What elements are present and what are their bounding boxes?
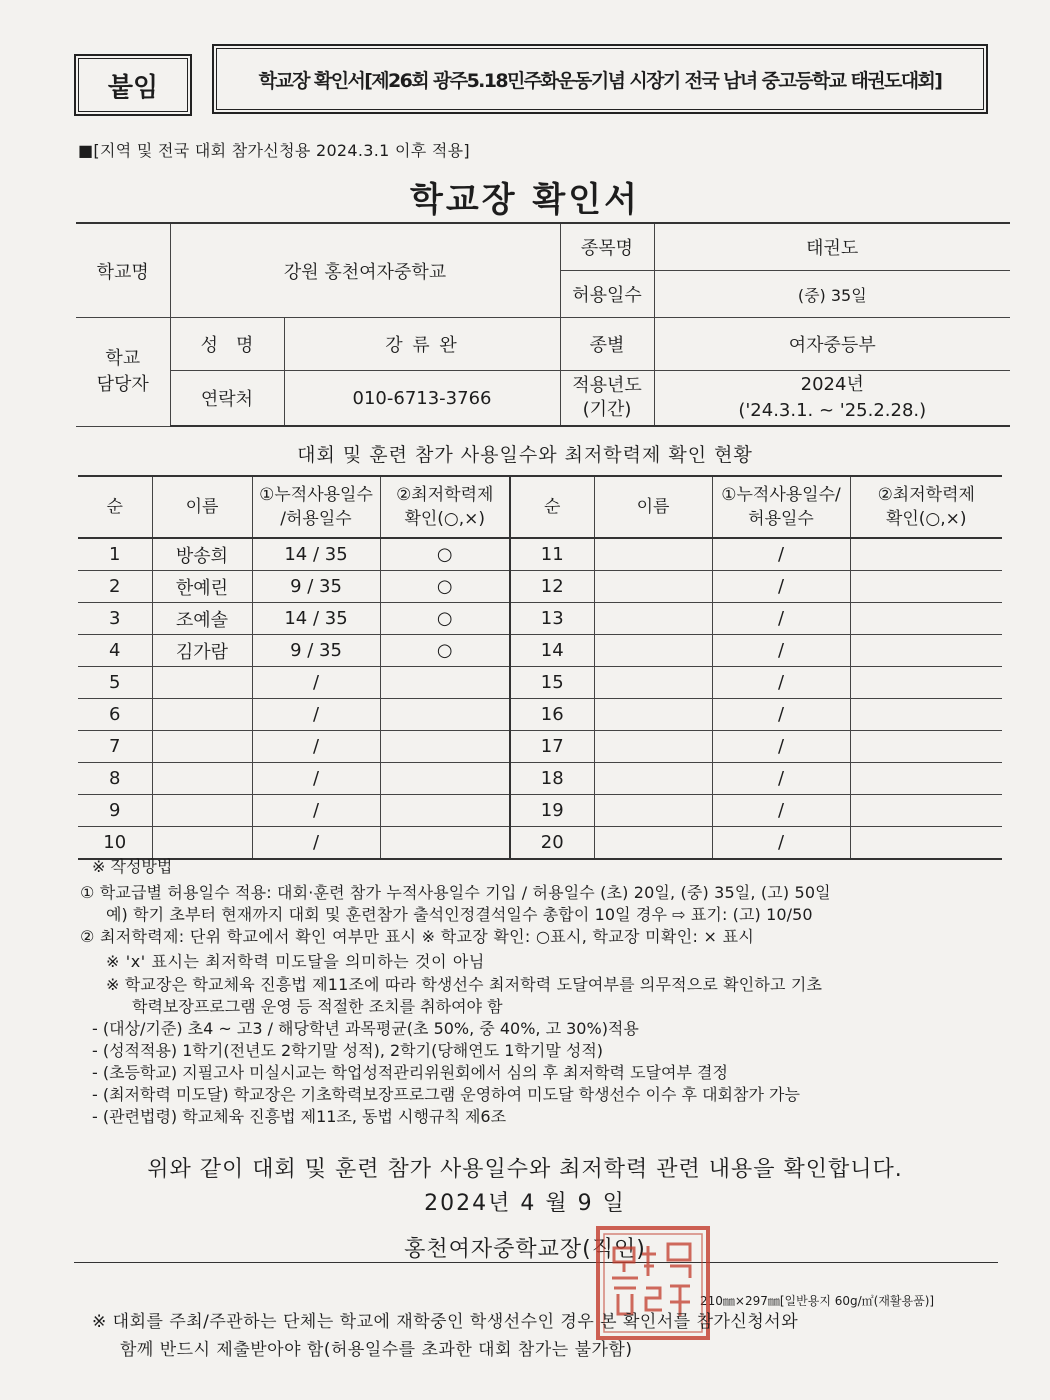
roster-no-cell: 4 bbox=[78, 635, 152, 667]
roster-days-cell: 9 / 35 bbox=[252, 571, 380, 603]
roster-no-cell: 6 bbox=[78, 699, 152, 731]
roster-name-cell bbox=[594, 538, 712, 571]
roster-days-cell: / bbox=[252, 731, 380, 763]
roster-days-cell: / bbox=[252, 827, 380, 860]
col-header-name: 이름 bbox=[594, 476, 712, 538]
phone-label: 연락처 bbox=[170, 371, 284, 427]
roster-row bbox=[78, 827, 1002, 860]
col-header-days: ①누적사용일수 /허용일수 bbox=[252, 476, 380, 538]
sport-value: 태권도 bbox=[654, 223, 1010, 271]
roster-name-cell bbox=[594, 635, 712, 667]
roster-name-cell bbox=[152, 667, 252, 699]
roster-header-row bbox=[78, 476, 1002, 538]
roster-days-cell: / bbox=[712, 635, 850, 667]
roster-days-cell: / bbox=[712, 667, 850, 699]
roster-days-cell: / bbox=[252, 667, 380, 699]
roster-check-cell bbox=[850, 603, 1002, 635]
roster-check-cell bbox=[380, 763, 510, 795]
division-value: 여자중등부 bbox=[654, 318, 1010, 371]
roster-name-cell bbox=[594, 571, 712, 603]
note-line: - (최저학력 미도달) 학교장은 기초학력보장프로그램 운영하여 미도달 학생선수 이수 후 대회참가 가능 bbox=[92, 1085, 800, 1104]
note-line: - (대상/기준) 초4 ~ 고3 / 해당학년 과목평균(초 50%, 중 40%, 고 30%)적용 bbox=[92, 1019, 639, 1038]
school-info-table bbox=[76, 222, 1010, 427]
note-line: ① 학교급별 허용일수 적용: 대회·훈련 참가 누적사용일수 기입 / 허용일수 (초) 20일, (중) 35일, (고) 50일 bbox=[80, 883, 831, 902]
roster-name-cell bbox=[594, 827, 712, 860]
document-title: 학교장 확인서 bbox=[410, 180, 640, 220]
roster-no-cell: 14 bbox=[510, 635, 594, 667]
applicability-notice: ■[지역 및 전국 대회 참가신청용 2024.3.1 이후 적용] bbox=[78, 141, 470, 160]
roster-name-cell bbox=[594, 667, 712, 699]
roster-days-cell: / bbox=[712, 763, 850, 795]
roster-no-cell: 15 bbox=[510, 667, 594, 699]
roster-name-cell bbox=[594, 603, 712, 635]
roster-days-cell: / bbox=[712, 795, 850, 827]
roster-name-cell bbox=[152, 795, 252, 827]
roster-check-cell bbox=[850, 763, 1002, 795]
roster-row bbox=[78, 795, 1002, 827]
contact-name-value: 강 류 완 bbox=[284, 318, 560, 371]
roster-check-cell bbox=[380, 795, 510, 827]
event-title-box: 학교장 확인서[제26회 광주5.18민주화운동기념 시장기 전국 남녀 중고등학교 태권도대회] bbox=[212, 44, 988, 114]
roster-no-cell: 20 bbox=[510, 827, 594, 860]
roster-name-cell: 김가람 bbox=[152, 635, 252, 667]
period-label: 적용년도 (기간) bbox=[560, 371, 654, 427]
roster-check-cell bbox=[850, 635, 1002, 667]
note-line: ② 최저학력제: 단위 학교에서 확인 여부만 표시 ※ 학교장 확인: ○표시, 학교장 미확인: × 표시 bbox=[80, 927, 755, 946]
roster-check-cell: ○ bbox=[380, 538, 510, 571]
roster-no-cell: 18 bbox=[510, 763, 594, 795]
roster-check-cell: ○ bbox=[380, 571, 510, 603]
roster-no-cell: 3 bbox=[78, 603, 152, 635]
col-header-check: ②최저학력제 확인(○,×) bbox=[380, 476, 510, 538]
roster-name-cell: 한예린 bbox=[152, 571, 252, 603]
roster-check-cell bbox=[380, 731, 510, 763]
paper-spec: 210㎜×297㎜[일반용지 60g/㎡(재활용품)] bbox=[700, 1294, 935, 1308]
period-year: 2024년 bbox=[800, 374, 864, 395]
col-header-no: 순 bbox=[510, 476, 594, 538]
athlete-roster-table bbox=[78, 475, 1002, 860]
roster-days-cell: / bbox=[712, 827, 850, 860]
roster-days-cell: / bbox=[712, 538, 850, 571]
roster-no-cell: 10 bbox=[78, 827, 152, 860]
footer-note: 함께 반드시 제출받아야 함(허용일수를 초과한 대회 참가는 불가함) bbox=[120, 1340, 633, 1360]
roster-section-title: 대회 및 훈련 참가 사용일수와 최저학력제 확인 현황 bbox=[297, 444, 753, 466]
confirmation-date: 2024년 4 월 9 일 bbox=[424, 1191, 626, 1216]
roster-check-cell: ○ bbox=[380, 603, 510, 635]
roster-no-cell: 17 bbox=[510, 731, 594, 763]
roster-name-cell bbox=[594, 731, 712, 763]
roster-days-cell: / bbox=[712, 731, 850, 763]
roster-no-cell: 13 bbox=[510, 603, 594, 635]
roster-days-cell: 9 / 35 bbox=[252, 635, 380, 667]
roster-no-cell: 9 bbox=[78, 795, 152, 827]
roster-no-cell: 1 bbox=[78, 538, 152, 571]
school-name-label: 학교명 bbox=[76, 223, 170, 318]
roster-row bbox=[78, 571, 1002, 603]
confirmation-statement: 위와 같이 대회 및 훈련 참가 사용일수와 최저학력 관련 내용을 확인합니다. bbox=[147, 1157, 903, 1182]
roster-name-cell bbox=[152, 763, 252, 795]
roster-days-cell: 14 / 35 bbox=[252, 538, 380, 571]
note-line: - (관련법령) 학교체육 진흥법 제11조, 동법 시행규칙 제6조 bbox=[92, 1107, 507, 1126]
roster-body bbox=[78, 538, 1002, 859]
roster-no-cell: 2 bbox=[78, 571, 152, 603]
roster-no-cell: 8 bbox=[78, 763, 152, 795]
note-line: 학력보장프로그램 운영 등 적절한 조치를 취하여야 함 bbox=[132, 997, 503, 1016]
roster-check-cell bbox=[850, 667, 1002, 699]
roster-check-cell bbox=[380, 667, 510, 699]
roster-row bbox=[78, 603, 1002, 635]
roster-row bbox=[78, 763, 1002, 795]
roster-check-cell bbox=[850, 731, 1002, 763]
roster-check-cell bbox=[850, 827, 1002, 860]
name-label: 성 명 bbox=[170, 318, 284, 371]
roster-check-cell: ○ bbox=[380, 635, 510, 667]
col-header-no: 순 bbox=[78, 476, 152, 538]
roster-days-cell: / bbox=[712, 603, 850, 635]
roster-row bbox=[78, 699, 1002, 731]
roster-check-cell bbox=[850, 795, 1002, 827]
footer-divider bbox=[74, 1262, 998, 1263]
principal-signature-line: 홍천여자중학교장(직인) bbox=[404, 1237, 646, 1262]
roster-name-cell: 방송희 bbox=[152, 538, 252, 571]
roster-name-cell bbox=[594, 763, 712, 795]
allowed-days-value: (중) 35일 bbox=[654, 271, 1010, 318]
roster-no-cell: 11 bbox=[510, 538, 594, 571]
roster-row bbox=[78, 635, 1002, 667]
roster-no-cell: 7 bbox=[78, 731, 152, 763]
notes-heading: ※ 작성방법 bbox=[92, 857, 173, 876]
note-line: 예) 학기 초부터 현재까지 대회 및 훈련참가 출석인정결석일수 총합이 10일 경우 ⇨ 표기: (고) 10/50 bbox=[106, 905, 813, 924]
roster-check-cell bbox=[850, 699, 1002, 731]
roster-row bbox=[78, 538, 1002, 571]
roster-check-cell bbox=[850, 571, 1002, 603]
roster-name-cell bbox=[594, 699, 712, 731]
note-line: - (성적적용) 1학기(전년도 2학기말 성적), 2학기(당해연도 1학기말 성적) bbox=[92, 1041, 604, 1060]
allowed-days-label: 허용일수 bbox=[560, 271, 654, 318]
roster-days-cell: / bbox=[712, 571, 850, 603]
note-line: ※ 'x' 표시는 최저학력 미도달을 의미하는 것이 아님 bbox=[106, 952, 485, 971]
roster-days-cell: / bbox=[252, 795, 380, 827]
col-header-name: 이름 bbox=[152, 476, 252, 538]
period-range: ('24.3.1. ~ '25.2.28.) bbox=[738, 400, 927, 421]
roster-check-cell bbox=[850, 538, 1002, 571]
roster-no-cell: 5 bbox=[78, 667, 152, 699]
roster-name-cell bbox=[152, 827, 252, 860]
roster-row bbox=[78, 731, 1002, 763]
roster-no-cell: 19 bbox=[510, 795, 594, 827]
roster-days-cell: / bbox=[712, 699, 850, 731]
roster-name-cell bbox=[594, 795, 712, 827]
phone-value: 010-6713-3766 bbox=[284, 371, 560, 427]
roster-row bbox=[78, 667, 1002, 699]
roster-name-cell bbox=[152, 731, 252, 763]
period-value bbox=[654, 371, 1010, 427]
roster-name-cell: 조예솔 bbox=[152, 603, 252, 635]
contact-person-label: 학교 담당자 bbox=[76, 318, 170, 427]
school-name-value: 강원 홍천여자중학교 bbox=[170, 223, 560, 318]
roster-name-cell bbox=[152, 699, 252, 731]
roster-days-cell: / bbox=[252, 699, 380, 731]
sport-label: 종목명 bbox=[560, 223, 654, 271]
roster-no-cell: 16 bbox=[510, 699, 594, 731]
roster-check-cell bbox=[380, 827, 510, 860]
roster-days-cell: 14 / 35 bbox=[252, 603, 380, 635]
roster-check-cell bbox=[380, 699, 510, 731]
col-header-days: ①누적사용일수/ 허용일수 bbox=[712, 476, 850, 538]
division-label: 종별 bbox=[560, 318, 654, 371]
roster-no-cell: 12 bbox=[510, 571, 594, 603]
note-line: - (초등학교) 지필고사 미실시교는 학업성적관리위원회에서 심의 후 최저학력 도달여부 결정 bbox=[92, 1063, 728, 1082]
roster-days-cell: / bbox=[252, 763, 380, 795]
col-header-check: ②최저학력제 확인(○,×) bbox=[850, 476, 1002, 538]
note-line: ※ 학교장은 학교체육 진흥법 제11조에 따라 학생선수 최저학력 도달여부를 의무적으로 확인하고 기초 bbox=[106, 975, 823, 994]
attachment-tag: 붙임 bbox=[74, 54, 192, 116]
footer-note: ※ 대회를 주최/주관하는 단체는 학교에 재학중인 학생선수인 경우 본 확인서를 참가신청서와 bbox=[92, 1312, 799, 1332]
